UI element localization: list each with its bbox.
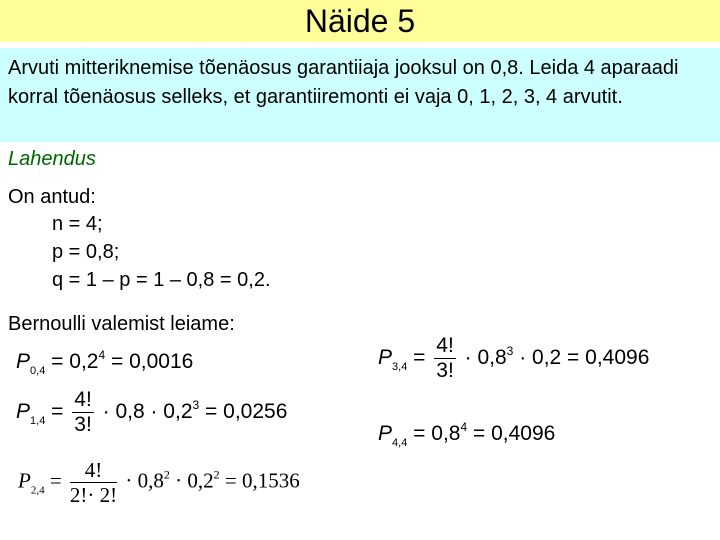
middle-term-2: · 0,2 (175, 468, 214, 493)
p-subscript: 2,4 (30, 484, 45, 497)
fraction (72, 388, 94, 437)
p-symbol: P (16, 350, 31, 373)
equals-sign: = (413, 422, 426, 445)
given-q: q = 1 – p = 1 – 0,8 = 0,2. (52, 269, 271, 291)
formula-p24 (18, 458, 300, 507)
fraction-denominator: 3! (436, 359, 454, 382)
p-symbol: P (378, 346, 393, 370)
result-value: = 0,1536 (224, 468, 300, 493)
formula-p34 (378, 334, 649, 383)
base-value: 0,8 (431, 422, 461, 445)
result-value: · 0,2 = 0,4096 (519, 346, 650, 370)
fraction (70, 458, 117, 507)
fraction-numerator: 4! (70, 458, 117, 483)
p-subscript: 4,4 (392, 437, 408, 449)
problem-statement: Arvuti mitteriknemise tõenäosus garantiiaja jooksul on 0,8. Leida 4 aparaadi korral tõenäosus selleks, et garantiiremonti ei vaja 0, 1, 2, 3, 4 arvutit. (0, 48, 720, 142)
exponent: 4 (460, 420, 468, 434)
fraction-denominator: 2!· 2! (69, 483, 118, 507)
p-subscript: 3,4 (392, 361, 408, 374)
formula-p04 (16, 348, 193, 377)
fraction-numerator: 4! (436, 334, 454, 357)
equals-sign: = (413, 346, 426, 370)
equals-sign: = (51, 400, 64, 424)
given-n: n = 4; (52, 213, 103, 235)
page-title: Näide 5 (304, 3, 416, 39)
p-subscript: 0,4 (30, 365, 46, 377)
exponent: 3 (506, 344, 514, 359)
formula-p14 (16, 388, 287, 437)
method-label: Bernoulli valemist leiame: (8, 313, 235, 335)
formula-p44 (378, 420, 555, 449)
exponent: 3 (192, 398, 200, 413)
solution-heading: Lahendus (8, 148, 96, 170)
p-symbol: P (16, 400, 31, 424)
result-value: = 0,4096 (473, 422, 556, 445)
equals-sign: = (49, 468, 62, 493)
base-value: 0,2 (69, 350, 99, 373)
exponent-1: 2 (163, 467, 170, 482)
given-label: On antud: (8, 186, 96, 208)
exponent: 4 (98, 348, 106, 362)
middle-terms: · 0,8 · 0,2 (102, 400, 193, 424)
title-bar (0, 0, 720, 42)
equals-sign: = (51, 350, 64, 373)
p-symbol: P (378, 422, 393, 445)
fraction-numerator: 4! (74, 388, 92, 411)
middle-term-1: · 0,8 (125, 468, 164, 493)
fraction-denominator: 3! (74, 413, 92, 436)
given-p: p = 0,8; (52, 241, 120, 263)
result-value: = 0,0256 (205, 400, 288, 424)
p-subscript: 1,4 (30, 415, 46, 428)
result-value: = 0,0016 (111, 350, 194, 373)
fraction (434, 334, 456, 383)
middle-terms: · 0,8 (464, 346, 507, 370)
p-symbol: P (18, 468, 31, 493)
exponent-2: 2 (213, 467, 220, 482)
